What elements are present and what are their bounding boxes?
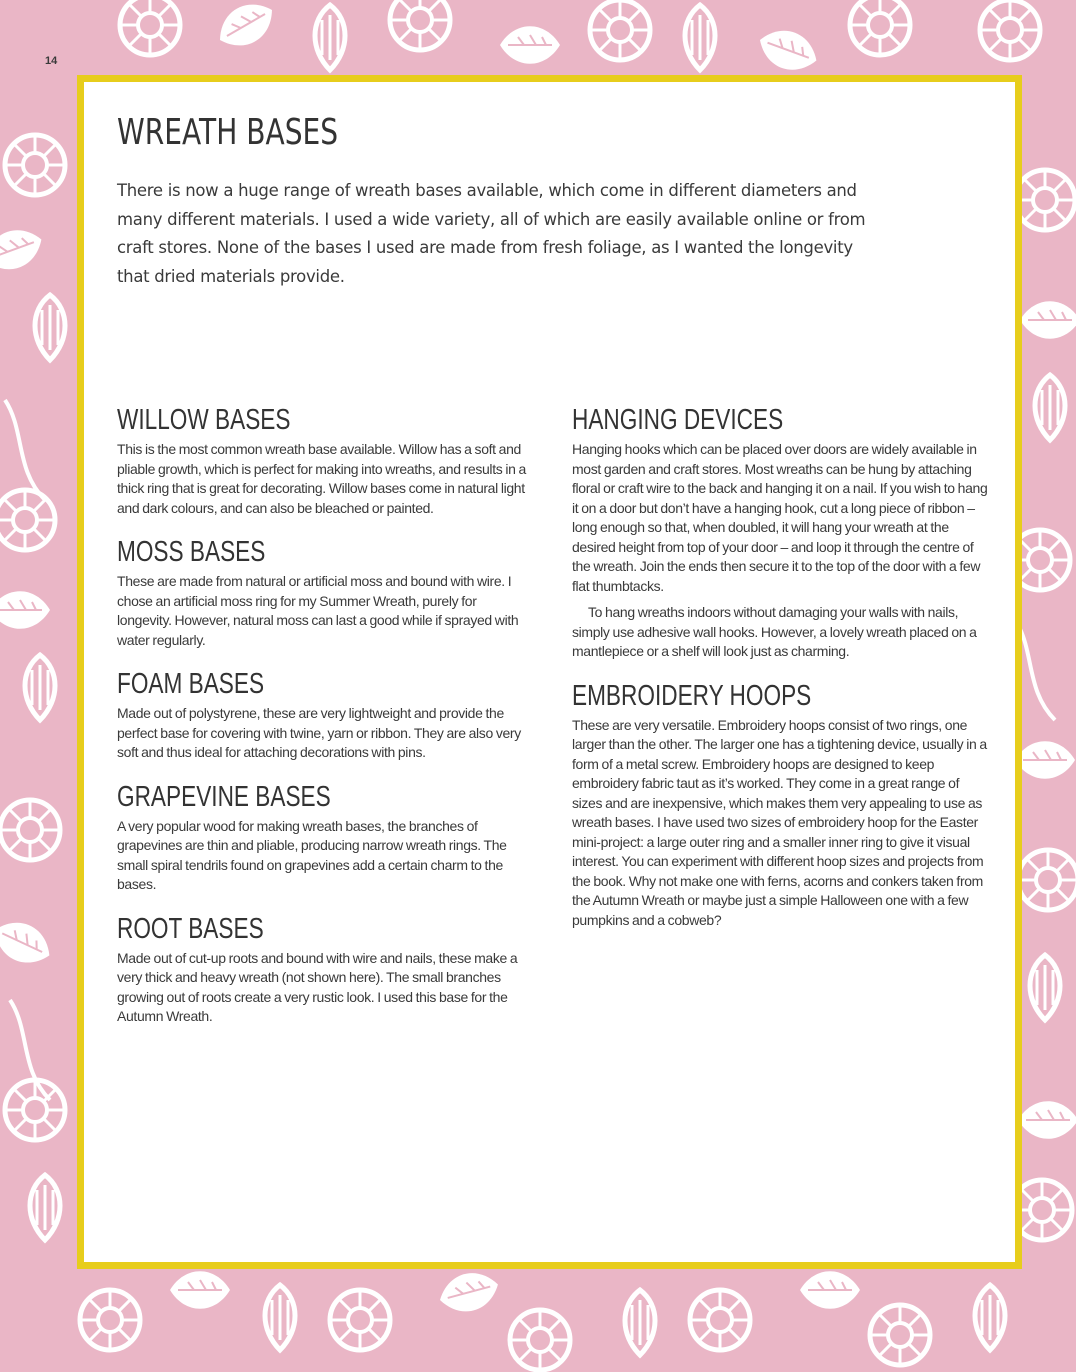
section-body: These are made from natural or artificial moss and bound with wire. I chose an artificial moss ring for my Summer Wreath, purely for longevity. However, natural moss can last a good while if sprayed with water regularly. bbox=[117, 573, 519, 648]
section-body-continued: To hang wreaths indoors without damaging your walls with nails, simply use adhesive wall hooks. However, a lovely wreath placed on a mantlepiece or a shelf will look just as charming. bbox=[572, 604, 977, 659]
intro-paragraph: There is now a huge range of wreath bases available, which come in different diameters and many different materials. I used a wide variety, all of which are easily available online or from craft stores. None of the bases I used are made from fresh foliage, as I wanted the longevity that dried materials provide. bbox=[117, 181, 866, 286]
section-embroidery-hoops bbox=[572, 676, 992, 931]
section-body: Made out of polystyrene, these are very lightweight and provide the perfect base for covering with twine, yarn or ribbon. They are also very soft and thus ideal for attaching decorations with pins. bbox=[117, 705, 521, 760]
left-column bbox=[117, 400, 532, 1041]
section-heading: HANGING DEVICES bbox=[572, 404, 784, 436]
section-hanging-devices bbox=[572, 400, 992, 662]
section-heading: ROOT BASES bbox=[117, 912, 264, 945]
section-body: A very popular wood for making wreath bases, the branches of grapevines are thin and pliable, producing narrow wreath rings. The small spiral tendrils found on grapevines add a certain charm to the bases. bbox=[117, 817, 507, 892]
section-grapevine-bases bbox=[117, 777, 532, 895]
section-foam-bases bbox=[117, 664, 532, 763]
section-body: This is the most common wreath base available. Willow has a soft and pliable growth, which is perfect for making into wreaths, and results in a thick ring that is great for decorating. Willow bases come in natural light and dark colours, and can also be bleached or painted. bbox=[117, 441, 526, 516]
section-willow-bases bbox=[117, 400, 532, 518]
section-heading: EMBROIDERY HOOPS bbox=[572, 679, 812, 712]
right-column bbox=[572, 400, 992, 944]
content-panel bbox=[77, 75, 1022, 1269]
section-heading: FOAM BASES bbox=[117, 668, 265, 700]
section-heading: GRAPEVINE BASES bbox=[117, 780, 331, 813]
section-heading: WILLOW BASES bbox=[117, 404, 291, 436]
section-body: Hanging hooks which can be placed over doors are widely available in most garden and craft stores. Most wreaths can be hung by attaching floral or craft wire to the back and hanging it on a nail. If you wish to hang it on a door but don’t have a hanging hook, cut a long piece of ribbon – long enough so that, when doubled, it will hang your wreath at the desired height from top of your door – and loop it through the centre of the wreath. Join the ends then secure it to the top of the door with a few flat thumbtacks. bbox=[572, 441, 988, 594]
section-body: Made out of cut-up roots and bound with wire and nails, these make a very thick and heavy wreath (not shown here). The small branches growing out of roots create a very rustic look. I used this base for the Autumn Wreath. bbox=[117, 949, 518, 1024]
section-heading: MOSS BASES bbox=[117, 536, 266, 568]
section-root-bases bbox=[117, 909, 532, 1027]
section-body: These are very versatile. Embroidery hoops consist of two rings, one larger than the other. The larger one has a tightening device, usually in a form of a metal screw. Embroidery hoops are designed to keep embroidery fabric taut as it’s worked. They come in a great range of sizes and are inexpensive, which makes them very appealing to use as wreath bases. I have used two sizes of embroidery hoop for the Easter mini-project: a large outer ring and a smaller inner ring to give it visual interest. You can experiment with different hoop sizes and projects from the book. Why not make one with ferns, acorns and conkers taken from the Autumn Wreath or maybe just a simple Halloween one with a few pumpkins and a cobweb? bbox=[572, 716, 987, 928]
page-number: 14 bbox=[45, 55, 58, 67]
section-moss-bases bbox=[117, 532, 532, 650]
page-title: WREATH BASES bbox=[117, 112, 339, 153]
